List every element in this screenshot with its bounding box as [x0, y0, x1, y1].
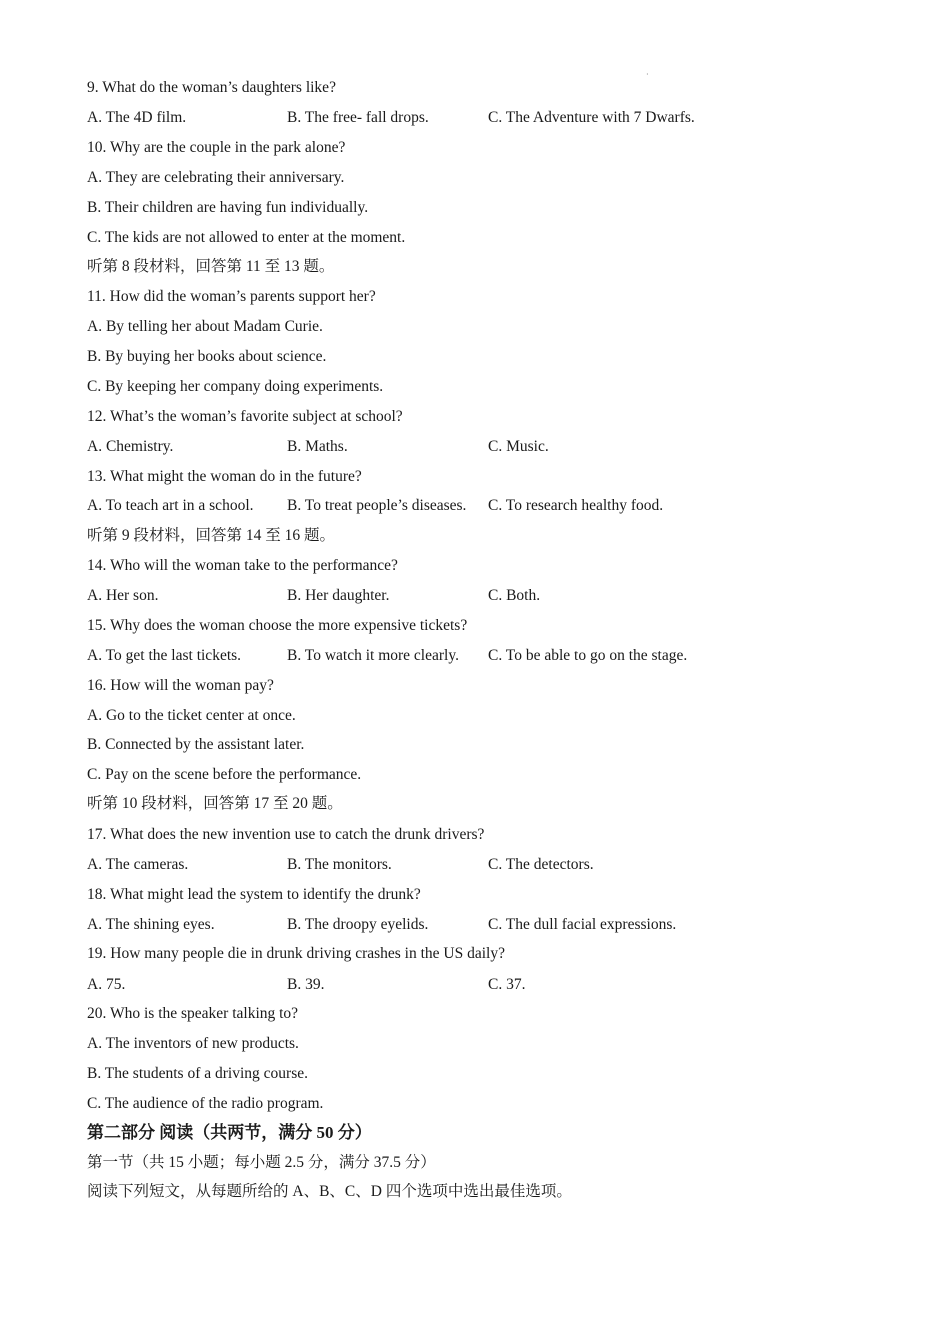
text-line: 15. Why does the woman choose the more expensive tickets?: [87, 617, 468, 634]
text-line: 听第 10 段材料，回答第 17 至 20 题。: [87, 795, 343, 812]
text-line: 9. What do the woman’s daughters like?: [87, 79, 336, 96]
option-b: B. The droopy eyelids.: [287, 916, 429, 933]
option-a: A. Chemistry.: [87, 438, 174, 455]
text-line: B. By buying her books about science.: [87, 348, 327, 365]
text-line: 12. What’s the woman’s favorite subject at school?: [87, 408, 403, 425]
text-line: 18. What might lead the system to identify the drunk?: [87, 886, 421, 903]
option-a: A. Her son.: [87, 587, 159, 604]
text-line: A. The inventors of new products.: [87, 1035, 299, 1052]
option-b: B. To treat people’s diseases.: [287, 497, 467, 514]
text-line: B. Connected by the assistant later.: [87, 736, 305, 753]
option-b: B. The free- fall drops.: [287, 109, 429, 126]
text-line: A. They are celebrating their anniversary.: [87, 169, 345, 186]
option-b: B. 39.: [287, 976, 325, 993]
stray-dot: ·: [646, 70, 649, 79]
option-b: B. To watch it more clearly.: [287, 647, 459, 664]
text-line: C. The kids are not allowed to enter at the moment.: [87, 229, 406, 246]
text-line: 17. What does the new invention use to catch the drunk drivers?: [87, 826, 485, 843]
option-b: B. Maths.: [287, 438, 348, 455]
option-b: B. Her daughter.: [287, 587, 390, 604]
text-line: 阅读下列短文，从每题所给的 A、B、C、D 四个选项中选出最佳选项。: [87, 1183, 572, 1200]
option-a: A. 75.: [87, 976, 126, 993]
text-line: 第一节（共 15 小题；每小题 2.5 分，满分 37.5 分）: [87, 1154, 436, 1171]
option-a: A. The cameras.: [87, 856, 189, 873]
text-line: 19. How many people die in drunk driving crashes in the US daily?: [87, 945, 505, 962]
option-c: C. Both.: [488, 587, 541, 604]
option-a: A. The 4D film.: [87, 109, 187, 126]
option-c: C. The Adventure with 7 Dwarfs.: [488, 109, 695, 126]
section-heading: 第二部分 阅读（共两节，满分 50 分）: [87, 1123, 372, 1142]
text-line: A. Go to the ticket center at once.: [87, 707, 296, 724]
text-line: B. The students of a driving course.: [87, 1065, 308, 1082]
option-c: C. The dull facial expressions.: [488, 916, 677, 933]
text-line: B. Their children are having fun individually.: [87, 199, 369, 216]
text-line: C. By keeping her company doing experiments.: [87, 378, 384, 395]
text-line: 听第 9 段材料，回答第 14 至 16 题。: [87, 527, 336, 544]
text-line: 13. What might the woman do in the future?: [87, 468, 362, 485]
option-c: C. The detectors.: [488, 856, 594, 873]
option-c: C. To be able to go on the stage.: [488, 647, 688, 664]
text-line: 11. How did the woman’s parents support her?: [87, 288, 376, 305]
option-a: A. To get the last tickets.: [87, 647, 242, 664]
text-line: 16. How will the woman pay?: [87, 677, 274, 694]
option-c: C. Music.: [488, 438, 549, 455]
option-a: A. The shining eyes.: [87, 916, 215, 933]
option-b: B. The monitors.: [287, 856, 392, 873]
text-line: 听第 8 段材料，回答第 11 至 13 题。: [87, 258, 335, 275]
text-line: 14. Who will the woman take to the performance?: [87, 557, 398, 574]
text-line: 20. Who is the speaker talking to?: [87, 1005, 299, 1022]
text-line: C. The audience of the radio program.: [87, 1095, 324, 1112]
text-line: A. By telling her about Madam Curie.: [87, 318, 323, 335]
option-c: C. 37.: [488, 976, 526, 993]
option-a: A. To teach art in a school.: [87, 497, 254, 514]
text-line: C. Pay on the scene before the performance.: [87, 766, 362, 783]
option-c: C. To research healthy food.: [488, 497, 664, 514]
text-line: 10. Why are the couple in the park alone?: [87, 139, 346, 156]
